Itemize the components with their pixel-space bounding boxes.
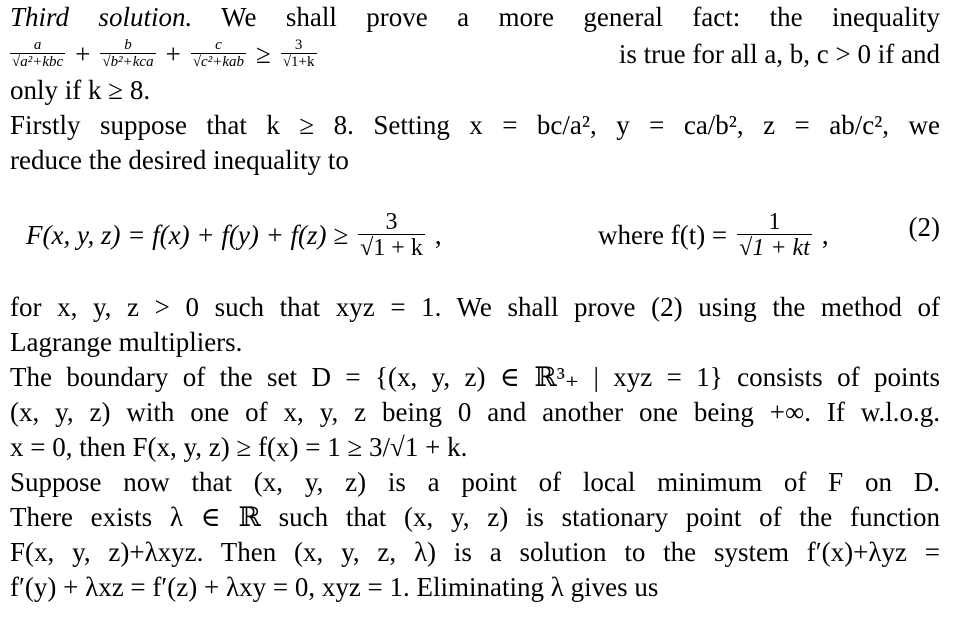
text-line-12: There exists λ ∈ ℝ such that (x, y, z) is stationary point of the function [10, 502, 940, 532]
equation-number: (2) [908, 212, 940, 242]
fraction-rhs: $\frac{3}{√1+k}$ [282, 37, 315, 70]
text-line-13: F(x, y, z)+λxyz. Then (x, y, z, λ) is a solution to the system f′(x)+λyz = [10, 537, 940, 567]
text-line-14: f′(y) + λxz = f′(z) + λxy = 0, xyz = 1. Eliminating λ gives us [10, 572, 659, 602]
comma: , [434, 219, 442, 250]
text-line-5: reduce the desired inequality to [10, 145, 349, 175]
equation-fraction: $\frac{3}{√1 + k}$ [360, 209, 423, 261]
fraction-a: $\frac{a}{\text{√a²+kbc}}$ [12, 37, 64, 70]
equation-lhs: F(x, y, z) = f(x) + f(y) + f(z) ≥ [26, 219, 349, 250]
text-line-9: (x, y, z) with one of x, y, z being 0 and another one being +∞. If w.l.o.g. [10, 397, 940, 427]
equation-where [598, 210, 829, 260]
fraction-c: $\frac{c}{\text{√c²+kab}}$ [192, 37, 244, 70]
text-line-1 [10, 0, 940, 35]
text-line-4: Firstly suppose that k ≥ 8. Setting x = bc/a², y = ca/b², z = ab/c², we [10, 110, 940, 140]
text-line-3: only if k ≥ 8. [10, 75, 151, 105]
text-line-2 [10, 35, 940, 73]
f-fraction: $\frac{1}{√1 + kt}$ [739, 209, 810, 261]
text-line-8: The boundary of the set D = {(x, y, z) ∈ ℝ³₊ | xyz = 1} consists of points [10, 362, 940, 392]
fraction-b: $\frac{b}{\text{√b²+kca}}$ [102, 37, 154, 70]
document-page [10, 0, 940, 605]
equation-left [26, 210, 442, 260]
intro-text: We shall prove a more general fact: the inequality [221, 2, 940, 32]
text-line-6: for x, y, z > 0 such that xyz = 1. We shall prove (2) using the method of [10, 292, 940, 322]
text-line-11: Suppose now that (x, y, z) is a point of local minimum of F on D. [10, 467, 940, 497]
text-line-10: x = 0, then F(x, y, z) ≥ f(x) = 1 ≥ 3/√1 + k. [10, 432, 468, 462]
section-label: Third solution. [10, 2, 193, 32]
plus-sign: + [165, 38, 181, 69]
inequality-expression [10, 37, 317, 72]
where-text: where f(t) = [598, 219, 728, 250]
display-equation [10, 180, 940, 290]
condition-text: is true for all a, b, c > 0 if and [618, 38, 940, 69]
plus-sign: + [75, 38, 91, 69]
geq-sign: ≥ [255, 38, 271, 69]
text-line-7: Lagrange multipliers. [10, 327, 243, 357]
comma: , [821, 219, 829, 250]
